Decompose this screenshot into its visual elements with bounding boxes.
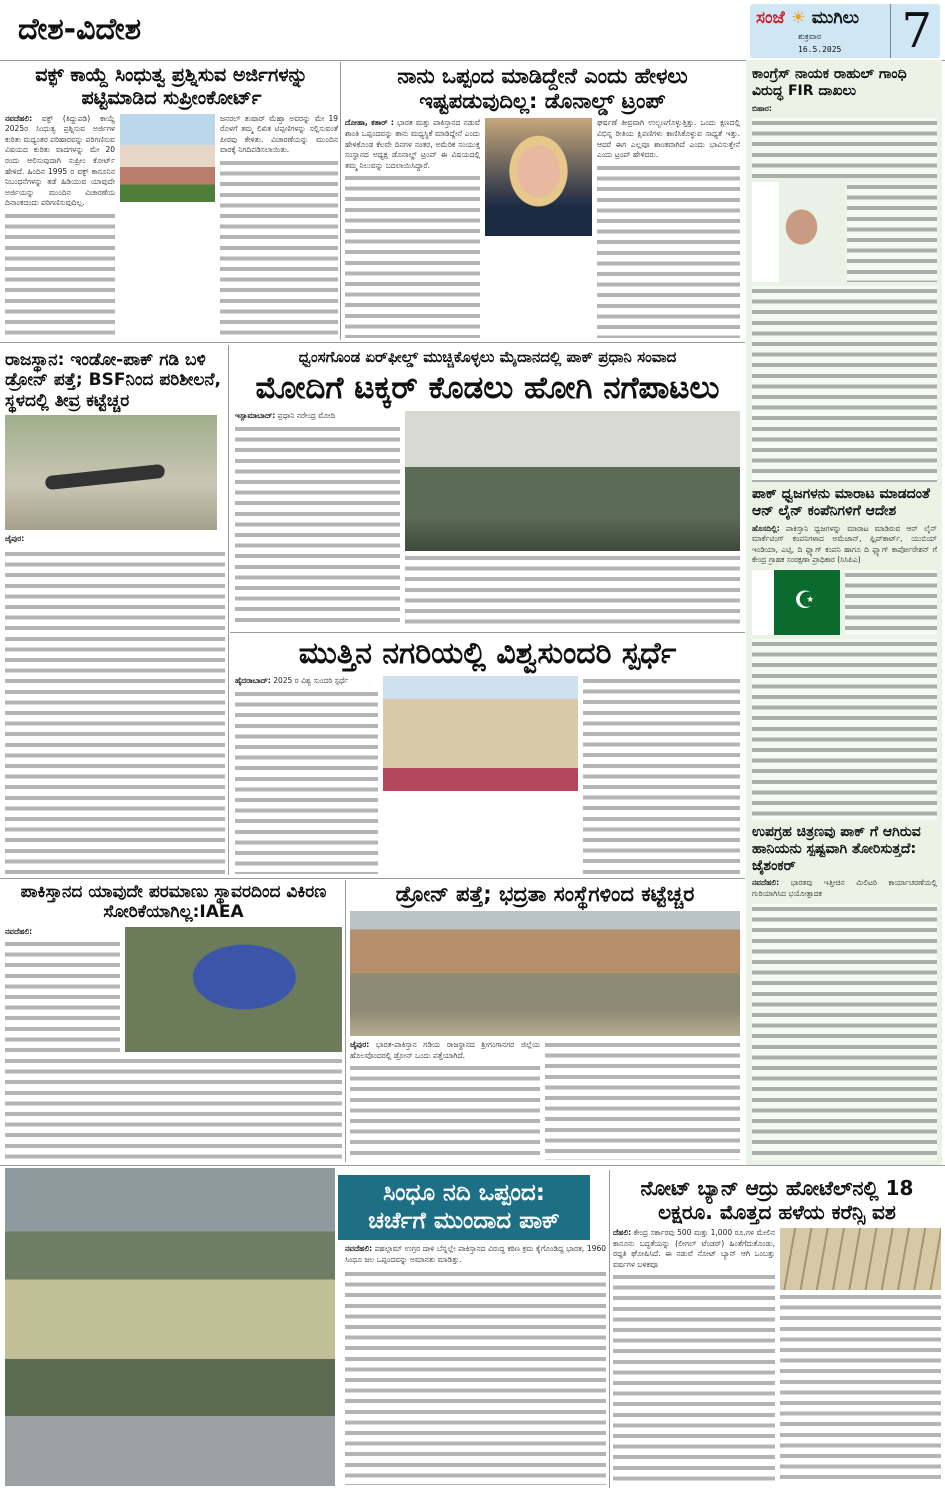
- lead-text: ಜನರಲ್ ತುಷಾರ್ ಮೆಹ್ತಾ ಅವರನ್ನು ಮೇ 19 ರೊಳಗೆ ತಮ್ಮ ಲಿಖಿತ ಟಿಪ್ಪಣಿಗಳನ್ನು ಸಲ್ಲಿಸುವಂತೆ ಪೀಠವು ಕೇಳಿತು. ವಿಚಾರಣೆಯನ್ನು ಮುಂದಿನ ವಾರಕ್ಕೆ ನಿಗದಿಪಡಿಸಲಾಯಿತು.: [220, 113, 338, 155]
- divider: [340, 62, 341, 340]
- divider: [0, 1165, 945, 1166]
- body-text-lines: [235, 424, 400, 628]
- headline-sindhu-line1: ಸಿಂಧೂ ನದಿ ಒಪ್ಪಂದ:: [383, 1180, 545, 1206]
- divider: [228, 345, 229, 875]
- lead-text: ಭಾರತವು ಇತ್ತೀಚಿನ ಮಿಲಿಟರಿ ಕಾರ್ಯಾಚರಣೆಯಲ್ಲಿ ಗುರಿಯಾಗಿಸಿದ ಭಯೋತ್ಪಾದಕ: [752, 878, 937, 898]
- article-jaishankar: [752, 824, 937, 1160]
- article-body-flags: [752, 524, 937, 566]
- article-body-modi: [235, 411, 400, 422]
- headline-miss-world: ಮುತ್ತಿನ ನಗರಿಯಲ್ಲಿ ವಿಶ್ವಸುಂದರಿ ಸ್ಪರ್ಧೆ: [298, 636, 677, 671]
- article-miss-world: [235, 636, 740, 874]
- dateline: ದೆಹಲಿ:: [613, 1228, 632, 1237]
- article-body-iaea: [5, 927, 120, 938]
- article-body-sindhu: [338, 1244, 606, 1265]
- pakistan-flag-photo: [752, 570, 840, 635]
- masthead-date: 16.5.2025: [798, 45, 842, 54]
- kicker-modi: ಧ್ವಂಸಗೊಂಡ ಏರ್‌ಫೀಲ್ಡ್ ಮುಚ್ಚಿಕೊಳ್ಳಲು ಮೈದಾನದಲ್ಲಿ ಪಾಕ್ ಪ್ರಧಾನಿ ಸಂವಾದ: [298, 348, 677, 366]
- dateline: ಬಿಹಾರ:: [752, 103, 772, 113]
- lead-text: ಭಾರತ ಮತ್ತು ಪಾಕಿಸ್ತಾನದ ನಡುವೆ ಶಾಂತಿ ಒಪ್ಪಂದವನ್ನು ತಾನು ಮಧ್ಯಸ್ಥಿಕೆ ಮಾಡಿದ್ದೇನೆ ಎಂದು ಹೇಳಿಕೊಂಡ ಕೆಲವೇ ದಿನಗಳ ನಂತರ, ಅಮೆರಿಕ ಸಂಯುಕ್ತ ಸಂಸ್ಥಾನದ ಅಧ್ಯಕ್ಷ ಡೊನಾಲ್ಡ್ ಟ್ರಂಪ್ ಈ ವಿಷಯದಲ್ಲಿ ತಮ್ಮ ನಿಲುವನ್ನು ಬದಲಾಯಿಸಿದ್ದಾರೆ.: [345, 118, 480, 170]
- article-body-trump: [345, 118, 480, 171]
- dam-river-photo: [5, 1168, 335, 1486]
- article-modi: [235, 348, 740, 628]
- dateline: ನವದೆಹಲಿ:: [5, 926, 33, 936]
- body-text-lines: [847, 182, 937, 282]
- article-body-missworld: [235, 676, 378, 687]
- article-body-waqf-2: [220, 114, 338, 156]
- rahul-gandhi-photo: [752, 182, 842, 282]
- body-text-lines: [5, 939, 120, 1051]
- lead-text: 2025 ರ ವಿಶ್ವ ಸುಂದರಿ ಸ್ಪರ್ಧೆ: [273, 676, 349, 685]
- lead-text: ಪ್ರಧಾನಿ ನರೇಂದ್ರ ಮೋದಿ: [277, 411, 336, 421]
- dateline: ನವದೆಹಲಿ:: [5, 113, 33, 123]
- article-drone-security: [350, 882, 740, 1160]
- body-text-lines: [5, 1056, 342, 1160]
- body-text-lines: [752, 904, 937, 1160]
- sindhu-headline-box: [338, 1175, 590, 1240]
- article-body-waqf: [5, 114, 115, 209]
- article-body-trump-2: [597, 118, 740, 160]
- divider: [0, 342, 745, 343]
- masthead-day: ಶುಕ್ರವಾರ: [798, 32, 822, 41]
- body-text-lines: [350, 1063, 540, 1160]
- article-body-noteban: [613, 1228, 775, 1270]
- divider: [0, 878, 745, 879]
- logo-part1: ಸಂಜೆ: [756, 8, 785, 28]
- supreme-court-photo: [120, 114, 215, 202]
- body-text-lines: [5, 211, 115, 340]
- article-trump: [345, 64, 740, 338]
- section-title: ದೇಶ-ವಿದೇಶ: [18, 12, 142, 47]
- dateline: ಜೈಪುರ:: [5, 534, 25, 544]
- crashed-drone-photo: [5, 415, 217, 530]
- article-body-rajasthan: [5, 534, 225, 545]
- pak-pm-soldiers-photo: [405, 411, 740, 551]
- article-rajasthan-drone: [5, 350, 225, 876]
- palm-sun-icon: ☀: [790, 8, 806, 28]
- body-text-lines: [5, 549, 225, 876]
- headline-sindhu-line2: ಚರ್ಚೆಗೆ ಮುಂದಾದ ಪಾಕ್: [368, 1207, 560, 1234]
- divider: [230, 632, 745, 633]
- article-iaea: [5, 882, 342, 1160]
- divider: [345, 880, 346, 1162]
- article-body-jaishankar: [752, 878, 937, 899]
- headline-waqf: ವಕ್ಫ್ ಕಾಯ್ದೆ ಸಿಂಧುತ್ವ ಪ್ರಶ್ನಿಸುವ ಅರ್ಜಿಗಳನ್ನು ಪಟ್ಟಿಮಾಡಿದ ಸುಪ್ರೀಂಕೋರ್ಟ್: [35, 64, 308, 109]
- security-forces-photo: [350, 911, 740, 1036]
- headline-jaishankar: ಉಪಗ್ರಹ ಚಿತ್ರಣವು ಪಾಕ್ ಗೆ ಆಗಿರುವ ಹಾನಿಯನು ಸ್ಪಷ್ಟವಾಗಿ ತೋರಿಸುತ್ತದೆ: ಜೈಶಂಕರ್: [752, 824, 921, 874]
- dateline: ಜೈಪುರ:: [350, 1040, 370, 1050]
- body-text-lines: [545, 1040, 740, 1160]
- headline-drone-security: ಡ್ರೋನ್ ಪತ್ತೆ; ಭದ್ರತಾ ಸಂಸ್ಥೆಗಳಿಂದ ಕಟ್ಟೆಚ್ಚರ: [395, 882, 695, 906]
- body-text-lines: [583, 676, 740, 874]
- body-text-lines: [405, 553, 740, 628]
- lead-text: ಪಾಕಿಸ್ತಾನಿ ಧ್ವಜಗಳನ್ನು ಮಾರಾಟ ಮಾಡಿರುವ ಆನ್ ಲೈನ್ ಮಾರ್ಕೆಟಿಂಗ್ ಕಂಪನಿಗಳಾದ ಅಮೆಜಾನ್, ಫ್ಲಿಪ್‌ಕಾರ್ಟ್, ಯುಬಿಯ್ ಇಂಡಿಯಾ, ಎಟ್ಸಿ, ದಿ ಫ್ಲ್ಯಾಗ್ ಕಂಪನಿ ಹಾಗೂ ದಿ ಫ್ಲ್ಯಾಗ್ ಕಾರ್ಪೋರೇಶನ್ ಗೆ ಕೇಂದ್ರ ಗ್ರಾಹಕ ಸಂರಕ್ಷಣಾ ಪ್ರಾಧಿಕಾರ (ಸಿಸಿಪಿಎ): [752, 523, 937, 565]
- lead-text: ಕೇಂದ್ರ ಸರ್ಕಾರವು 500 ಮತ್ತು 1,000 ರೂ.ಗಳ ಮೇಲಿನ ಕಾನೂನು ಬದ್ಧತೆಯನ್ನು (ಲೀಗಲ್ ಟೆಂಡರ್) ಹಿಂತೆಗೆದುಕೊಂಡು, ರದ್ದತಿ ಘೋಷಿಸಿದೆ. ಈ ನಡುವೆ ನೋಟ್ ಬ್ಯಾನ್ ಆಗಿ ಒಂಬತ್ತು ವರ್ಷಗಳ ಬಳಿಕವೂ: [613, 1228, 775, 1269]
- masthead-logo: [756, 8, 859, 28]
- headline-trump: ನಾನು ಒಪ್ಪಂದ ಮಾಡಿದ್ದೇನೆ ಎಂದು ಹೇಳಲು ಇಷ್ಟಪಡುವುದಿಲ್ಲ: ಡೊನಾಲ್ಡ್ ಟ್ರಂಪ್: [397, 64, 688, 114]
- page-number: 7: [890, 4, 932, 58]
- body-text-lines: [345, 1269, 606, 1485]
- headline-iaea: ಪಾಕಿಸ್ತಾನದ ಯಾವುದೇ ಪರಮಾಣು ಸ್ಥಾವರದಿಂದ ವಿಕಿರಣ ಸೋರಿಕೆಯಾಗಿಲ್ಲ:IAEA: [20, 882, 327, 923]
- divider: [609, 1170, 610, 1488]
- logo-part2: ಮುಗಿಲು: [811, 8, 860, 28]
- article-body-drone: [350, 1040, 540, 1061]
- lead-text: ಘರ್ಷಣೆ ತೀವ್ರವಾಗಿ ಉಲ್ಬಣಗೊಳ್ಳುತ್ತಿತ್ತು. ಒಂದು ಕ್ಷಣದಲ್ಲಿ ವಿಭಿನ್ನ ರೀತಿಯ ಕ್ಷಿಪಣಿಗಳು ಕಾಣಿಸಿಕೊಳ್ಳುವ ಸಾಧ್ಯತೆ ಇತ್ತು. ಆದರೆ ಈಗ ಎಲ್ಲವೂ ಶಾಂತವಾಗಿದೆ ಎಂದು ಭಾವಿಸುತ್ತೇನೆ ಎಂದು ಟ್ರಂಪ್ ಹೇಳಿದರು.: [597, 118, 740, 160]
- dateline: ನವದೆಹಲಿ:: [752, 878, 780, 888]
- article-rahul: [752, 66, 937, 482]
- article-body-rahul: [752, 104, 937, 115]
- dateline: ದೋಹಾ, ಕತಾರ್ :: [345, 118, 394, 128]
- body-text-lines: [597, 163, 740, 338]
- currency-notes-photo: [780, 1228, 941, 1290]
- body-text-lines: [845, 570, 937, 635]
- body-text-lines: [235, 689, 378, 874]
- headline-rahul: ಕಾಂಗ್ರೆಸ್ ನಾಯಕ ರಾಹುಲ್ ಗಾಂಧಿ ವಿರುದ್ಧ FIR ದಾಖಲು: [752, 66, 907, 99]
- article-pak-flags: [752, 486, 937, 820]
- lead-text: ವಕ್ಫ್ (ತಿದ್ದುಪಡಿ) ಕಾಯ್ದೆ 2025ರ ಸಿಂಧುತ್ವ ಪ್ರಶ್ನಿಸುವ ಅರ್ಜಿಗಳ ಕುರಿತು ಮಧ್ಯಂತರ ಪರಿಹಾರವನ್ನು ಪರಿಗಣಿಸುವ ವಿಷಯದ ಕುರಿತು ವಾದಗಳನ್ನು ಮೇ 20 ರಂದು ಆಲಿಸುವುದಾಗಿ ಸುಪ್ರೀಂ ಕೋರ್ಟ್ ಹೇಳಿದೆ. ಹಿಂದಿನ 1995 ರ ವಕ್ಫ್ ಕಾನೂನಿನ ನಿಬಂಧನೆಗಳನ್ನು ತಡೆ ಹಿಡಿಯುವ ಯಾವುದೇ ಅರ್ಜಿಯನ್ನು ಮುಂದಿನ ವಿಚಾರಣೆಯ ದಿನಾಂಕದಂದು ಪರಿಗಣಿಸುವುದಿಲ್ಲ.: [5, 113, 115, 208]
- article-note-ban: [613, 1176, 941, 1485]
- dateline: ಇಸ್ಲಾಮಾಬಾದ್:: [235, 411, 276, 421]
- charminar-photo: [383, 676, 578, 791]
- headline-modi: ಮೋದಿಗೆ ಟಕ್ಕರ್ ಕೊಡಲು ಹೋಗಿ ನಗೆಪಾಟಲು: [255, 370, 720, 406]
- lead-text: ಭಾರತ-ಪಾಕಿಸ್ತಾನ ಗಡಿಯ ರಾಜಸ್ಥಾನದ ಶ್ರೀಗಂಗಾನಗರ ಜಿಲ್ಲೆಯ ಹೊಲವೊಂದರಲ್ಲಿ ಡ್ರೋನ್ ಒಂದು ಪತ್ತೆಯಾಗಿದೆ.: [350, 1040, 540, 1060]
- article-waqf: [5, 64, 338, 340]
- body-text-lines: [345, 173, 480, 338]
- body-text-lines: [220, 158, 338, 340]
- lead-text: ಪಹಲ್ಗಾಮ್ ಉಗ್ರರ ದಾಳಿ ಬೆನ್ನಲ್ಲೇ ಪಾಕಿಸ್ತಾನದ ವಿರುದ್ಧ ಕಠಿಣ ಕ್ರಮ ಕೈಗೊಂಡಿದ್ದ ಭಾರತ, 1960 ಸಿಂಧೂ ಜಲ ಒಪ್ಪಂದವನ್ನು ಅಮಾನತು ಮಾಡಿತ್ತು.: [345, 1244, 606, 1264]
- body-text-lines: [613, 1272, 775, 1485]
- dateline: ಹೈದರಾಬಾದ್:: [235, 676, 271, 685]
- trump-photo: [485, 118, 592, 236]
- body-text-lines: [752, 118, 937, 178]
- masthead: [750, 4, 940, 58]
- dateline: ನವದೆಹಲಿ:: [345, 1244, 373, 1254]
- body-text-lines: [752, 286, 937, 482]
- body-text-lines: [780, 1292, 941, 1485]
- headline-rajasthan-drone: ರಾಜಸ್ಥಾನ: ಇಂಡೋ-ಪಾಕ್ ಗಡಿ ಬಳಿ ಡ್ರೋನ್ ಪತ್ತೆ; BSFನಿಂದ ಪರಿಶೀಲನೆ, ಸ್ಥಳದಲ್ಲಿ ತೀವ್ರ ಕಟ್ಟೆಚ್ಚರ: [5, 350, 222, 411]
- satellite-image: [125, 927, 342, 1052]
- body-text-lines: [752, 639, 937, 820]
- headline-note-ban: ನೋಟ್ ಬ್ಯಾನ್ ಆದ್ರು ಹೋಟೆಲ್‌ನಲ್ಲಿ 18 ಲಕ್ಷರೂ. ಮೊತ್ತದ ಹಳೆಯ ಕರೆನ್ಸಿ ವಶ: [640, 1176, 914, 1224]
- article-sindhu: [338, 1175, 606, 1485]
- crescent-star-icon: ☪: [794, 585, 816, 614]
- headline-pak-flags: ಪಾಕ್ ಧ್ವಜಗಳನು ಮಾರಾಟ ಮಾಡದಂತೆ ಆನ್ ಲೈನ್ ಕಂಪೆನಿಗಳಿಗೆ ಆದೇಶ: [752, 486, 930, 519]
- dateline: ಹೊಸದಿಲ್ಲಿ:: [752, 523, 780, 533]
